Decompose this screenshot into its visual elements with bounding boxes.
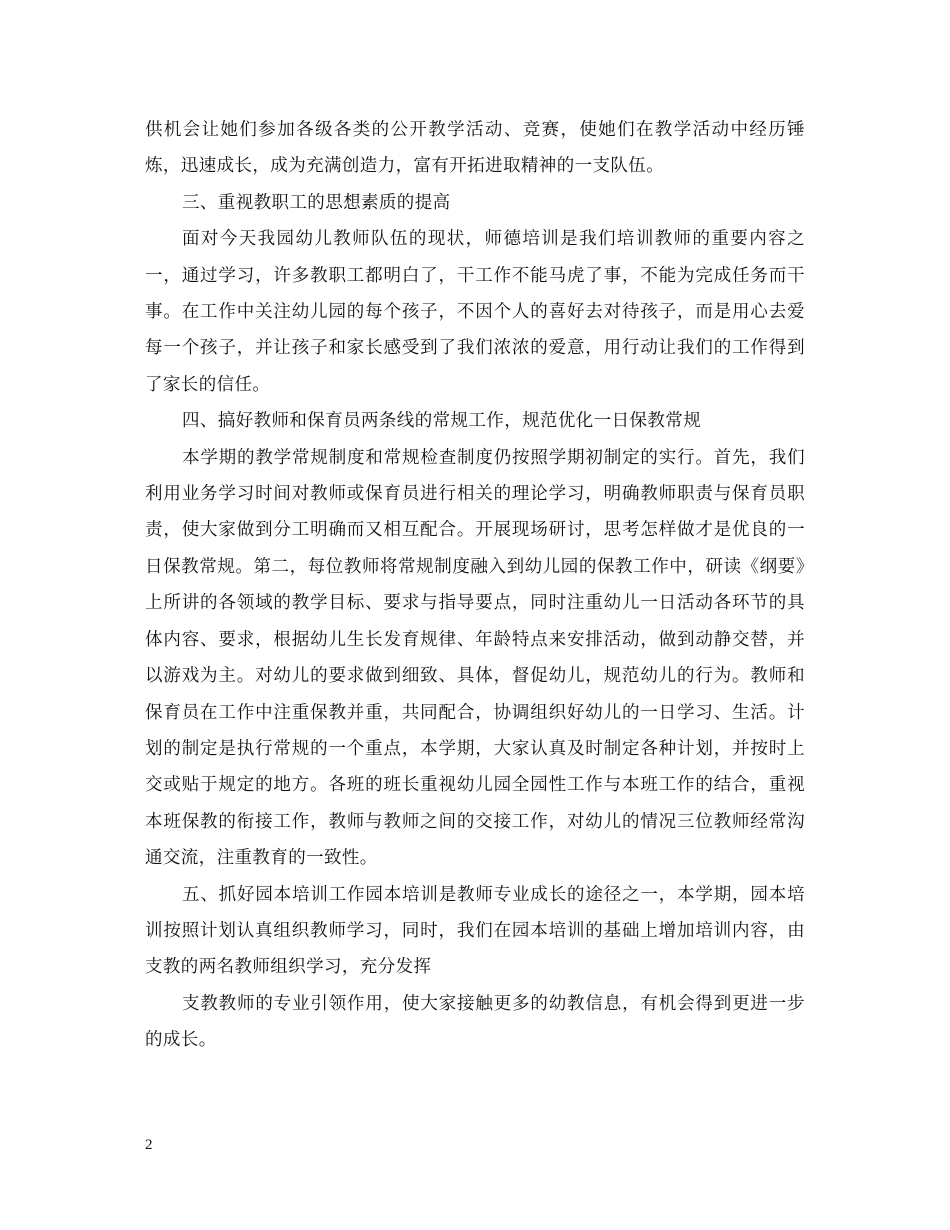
paragraph: 支教教师的专业引领作用，使大家接触更多的幼教信息，有机会得到更进一步的成长。 [145,993,805,1051]
page-number: 2 [145,1137,153,1153]
paragraph: 面对今天我园幼儿教师队伍的现状，师德培训是我们培训教师的重要内容之一，通过学习，许多教职工都明白了，干工作不能马虎了事，不能为完成任务而干事。在工作中关注幼儿园的每个孩子，不因个人的喜好去对待孩子，而是用心去爱每一个孩子，并让孩子和家长感受到了我们浓浓的爱意，用行动让我们的工作得到了家长的信任。 [145,229,805,395]
paragraph-continuation: 供机会让她们参加各级各类的公开教学活动、竞赛，使她们在教学活动中经历锤炼，迅速成长，成为充满创造力，富有开拓进取精神的一支队伍。 [145,120,805,177]
section-heading-5: 五、抓好园本培训工作园本培训是教师专业成长的途径之一，本学期，园本培训按照计划认真组织教师学习，同时，我们在园本培训的基础上增加培训内容，由支教的两名教师组织学习，充分发挥 [145,884,805,978]
document-body [145,112,805,1059]
section-heading-4: 四、搞好教师和保育员两条线的常规工作，规范优化一日保教常规 [182,411,702,432]
paragraph: 本学期的教学常规制度和常规检查制度仍按照学期初制定的实行。首先，我们利用业务学习时间对教师或保育员进行相关的理论学习，明确教师职责与保育员职责，使大家做到分工明确而又相互配合。开展现场研讨，思考怎样做才是优良的一日保教常规。第二，每位教师将常规制度融入到幼儿园的保教工作中，研读《纲要》上所讲的各领域的教学目标、要求与指导要点，同时注重幼儿一日活动各环节的具体内容、要求，根据幼儿生长发育规律、年龄特点来安排活动，做到动静交替，并以游戏为主。对幼儿的要求做到细致、具体，督促幼儿，规范幼儿的行为。教师和保育员在工作中注重保教并重，共同配合，协调组织好幼儿的一日学习、生活。计划的制定是执行常规的一个重点，本学期，大家认真及时制定各种计划，并按时上交或贴于规定的地方。各班的班长重视幼儿园全园性工作与本班工作的结合，重视本班保教的衔接工作，教师与教师之间的交接工作，对幼儿的情况三位教师经常沟通交流，注重教育的一致性。 [145,447,805,869]
section-heading-3: 三、重视教职工的思想素质的提高 [182,192,451,213]
